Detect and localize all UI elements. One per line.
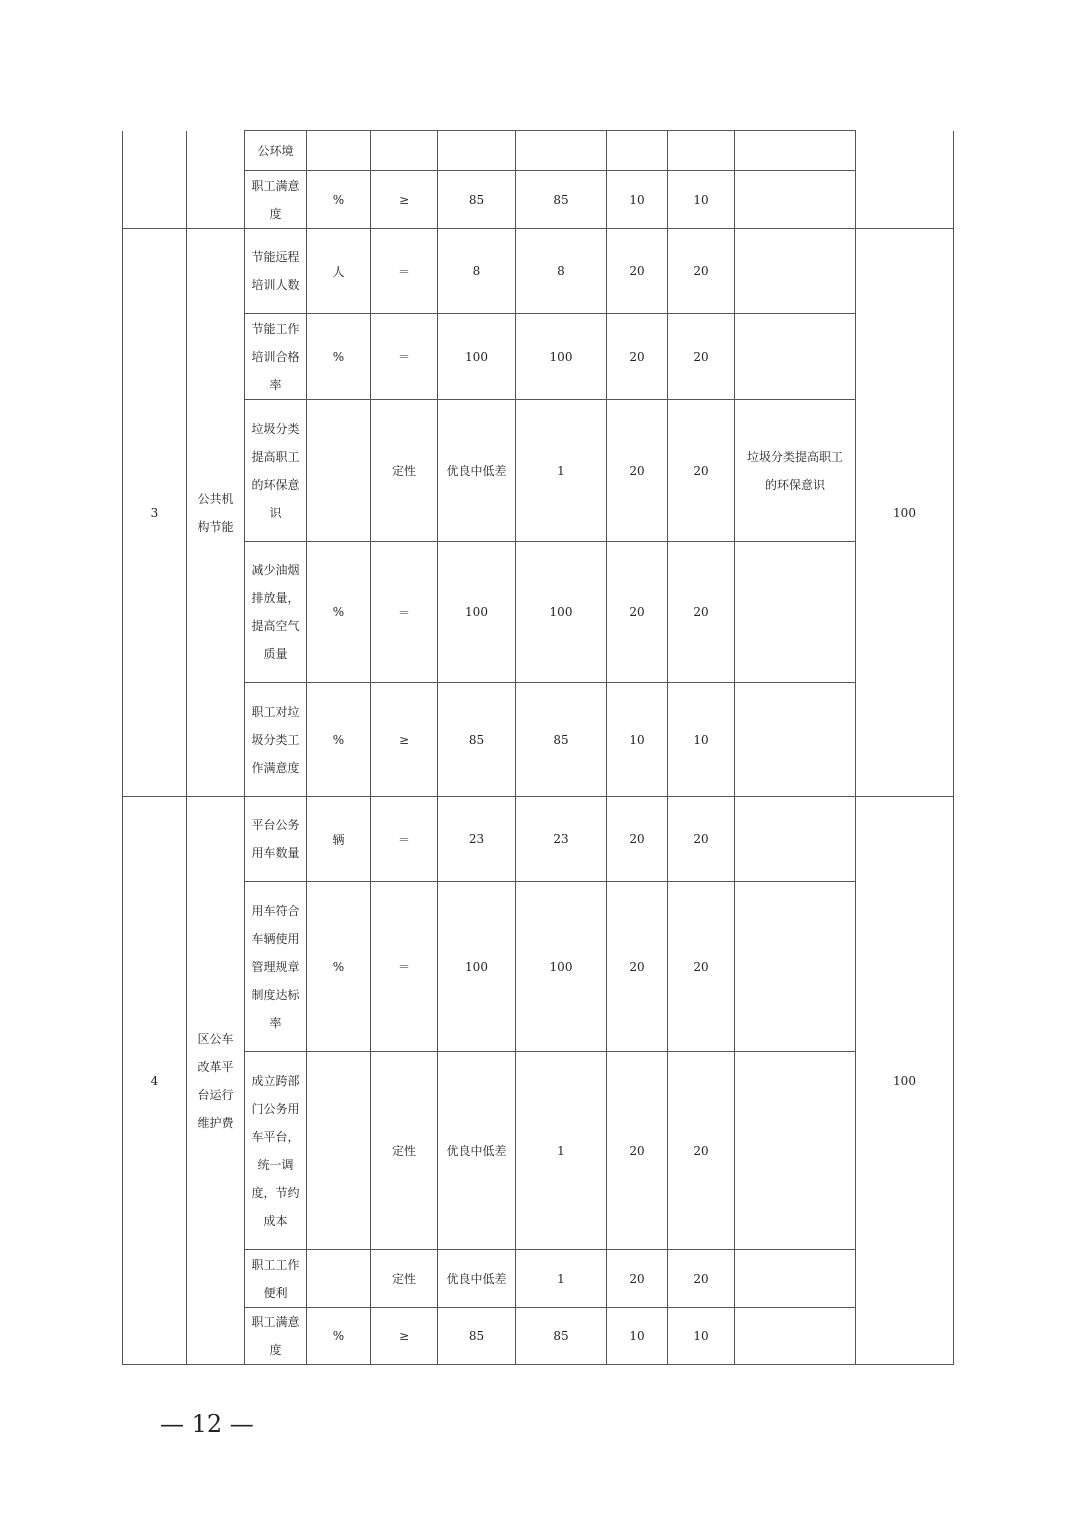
indicator-cell: 减少油烟排放量，提高空气质量 — [245, 542, 307, 683]
total-score-cell: 100 — [856, 229, 954, 797]
unit-cell: 人 — [307, 229, 371, 314]
score-cell: 20 — [668, 882, 735, 1052]
table-row — [123, 1250, 954, 1308]
score-cell: 20 — [668, 400, 735, 542]
score-cell — [668, 131, 735, 171]
weight-cell: 20 — [607, 882, 668, 1052]
target-cell: 优良中低差 — [438, 1250, 516, 1308]
unit-cell: % — [307, 1308, 371, 1365]
operator-cell: ≥ — [371, 1308, 438, 1365]
indicator-cell: 职工对垃圾分类工作满意度 — [245, 683, 307, 797]
project-name-cell: 区公车改革平台运行维护费 — [187, 797, 245, 1365]
unit-cell — [307, 1052, 371, 1250]
target-cell: 优良中低差 — [438, 1052, 516, 1250]
table-row — [123, 542, 954, 683]
actual-cell: 85 — [516, 1308, 607, 1365]
actual-cell: 23 — [516, 797, 607, 882]
operator-cell: 定性 — [371, 1052, 438, 1250]
unit-cell — [307, 131, 371, 171]
indicator-cell: 节能远程培训人数 — [245, 229, 307, 314]
note-cell — [735, 1250, 856, 1308]
score-cell: 20 — [668, 1250, 735, 1308]
score-cell: 20 — [668, 797, 735, 882]
target-cell — [438, 131, 516, 171]
performance-table — [122, 130, 954, 1365]
score-cell: 20 — [668, 1052, 735, 1250]
table-row — [123, 131, 954, 171]
target-cell: 85 — [438, 683, 516, 797]
indicator-cell: 职工满意度 — [245, 1308, 307, 1365]
table-row — [123, 171, 954, 229]
indicator-cell: 平台公务用车数量 — [245, 797, 307, 882]
operator-cell: ＝ — [371, 314, 438, 400]
weight-cell: 20 — [607, 229, 668, 314]
operator-cell: ＝ — [371, 882, 438, 1052]
weight-cell: 10 — [607, 1308, 668, 1365]
weight-cell: 20 — [607, 400, 668, 542]
weight-cell: 20 — [607, 797, 668, 882]
weight-cell: 20 — [607, 542, 668, 683]
actual-cell: 100 — [516, 882, 607, 1052]
target-cell: 8 — [438, 229, 516, 314]
note-cell — [735, 882, 856, 1052]
table-row — [123, 683, 954, 797]
indicator-cell: 节能工作培训合格率 — [245, 314, 307, 400]
target-cell: 23 — [438, 797, 516, 882]
project-no-cell: 3 — [123, 229, 187, 797]
actual-cell: 1 — [516, 1052, 607, 1250]
note-cell — [735, 131, 856, 171]
weight-cell: 10 — [607, 683, 668, 797]
note-cell — [735, 683, 856, 797]
target-cell: 100 — [438, 542, 516, 683]
unit-cell — [307, 400, 371, 542]
project-name-cell — [187, 131, 245, 229]
operator-cell: 定性 — [371, 1250, 438, 1308]
unit-cell: % — [307, 542, 371, 683]
operator-cell: ＝ — [371, 542, 438, 683]
actual-cell: 100 — [516, 314, 607, 400]
operator-cell: ＝ — [371, 797, 438, 882]
unit-cell — [307, 1250, 371, 1308]
weight-cell: 20 — [607, 314, 668, 400]
indicator-cell: 职工满意度 — [245, 171, 307, 229]
weight-cell — [607, 131, 668, 171]
score-cell: 10 — [668, 171, 735, 229]
table-row — [123, 882, 954, 1052]
target-cell: 85 — [438, 1308, 516, 1365]
operator-cell: ＝ — [371, 229, 438, 314]
note-cell: 垃圾分类提高职工的环保意识 — [735, 400, 856, 542]
unit-cell: 辆 — [307, 797, 371, 882]
target-cell: 优良中低差 — [438, 400, 516, 542]
note-cell — [735, 1052, 856, 1250]
project-no-cell: 4 — [123, 797, 187, 1365]
indicator-cell: 公环境 — [245, 131, 307, 171]
weight-cell: 20 — [607, 1052, 668, 1250]
operator-cell — [371, 131, 438, 171]
score-cell: 10 — [668, 1308, 735, 1365]
target-cell: 100 — [438, 882, 516, 1052]
table-row — [123, 229, 954, 314]
indicator-cell: 成立跨部门公务用车平台，统一调度，节约成本 — [245, 1052, 307, 1250]
unit-cell: % — [307, 171, 371, 229]
note-cell — [735, 229, 856, 314]
weight-cell: 10 — [607, 171, 668, 229]
score-cell: 20 — [668, 229, 735, 314]
indicator-cell: 用车符合车辆使用管理规章制度达标率 — [245, 882, 307, 1052]
table-row — [123, 1308, 954, 1365]
actual-cell: 85 — [516, 171, 607, 229]
page-number: — 12 — — [160, 1410, 254, 1438]
note-cell — [735, 1308, 856, 1365]
total-score-cell: 100 — [856, 797, 954, 1365]
target-cell: 85 — [438, 171, 516, 229]
table-row — [123, 314, 954, 400]
project-no-cell — [123, 131, 187, 229]
note-cell — [735, 171, 856, 229]
target-cell: 100 — [438, 314, 516, 400]
actual-cell: 1 — [516, 400, 607, 542]
score-cell: 20 — [668, 314, 735, 400]
actual-cell: 8 — [516, 229, 607, 314]
operator-cell: ≥ — [371, 171, 438, 229]
weight-cell: 20 — [607, 1250, 668, 1308]
note-cell — [735, 314, 856, 400]
indicator-cell: 垃圾分类提高职工的环保意识 — [245, 400, 307, 542]
operator-cell: ≥ — [371, 683, 438, 797]
unit-cell: % — [307, 882, 371, 1052]
total-score-cell — [856, 131, 954, 229]
actual-cell — [516, 131, 607, 171]
actual-cell: 85 — [516, 683, 607, 797]
actual-cell: 1 — [516, 1250, 607, 1308]
table-row — [123, 400, 954, 542]
table-row — [123, 1052, 954, 1250]
actual-cell: 100 — [516, 542, 607, 683]
unit-cell: % — [307, 314, 371, 400]
operator-cell: 定性 — [371, 400, 438, 542]
indicator-cell: 职工工作便利 — [245, 1250, 307, 1308]
table-row — [123, 797, 954, 882]
note-cell — [735, 542, 856, 683]
unit-cell: % — [307, 683, 371, 797]
score-cell: 20 — [668, 542, 735, 683]
score-cell: 10 — [668, 683, 735, 797]
project-name-cell: 公共机构节能 — [187, 229, 245, 797]
note-cell — [735, 797, 856, 882]
